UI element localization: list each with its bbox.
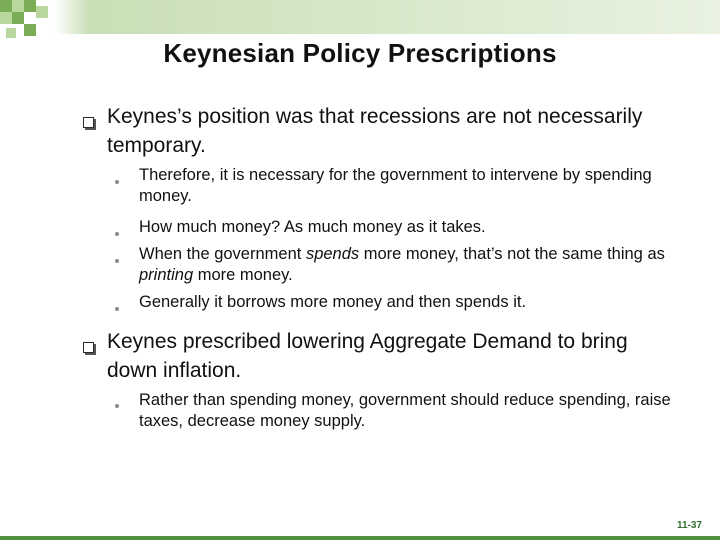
emphasis-printing: printing	[139, 266, 194, 284]
decor-square	[6, 28, 16, 38]
decor-square	[24, 24, 36, 36]
sub-bullet-1-2: How much money? As much money as it takes.	[139, 218, 486, 236]
sub-bullet-text: more money, that’s not the same thing as	[359, 245, 665, 263]
decor-square	[0, 12, 12, 24]
sub-bullet-2-1: Rather than spending money, government should reduce spending, raise taxes, decrease money supply.	[139, 391, 671, 430]
emphasis-spends: spends	[305, 245, 360, 263]
sub-bullet-dot-icon	[115, 307, 119, 311]
main-bullet-1: Keynes’s position was that recessions are not necessarily temporary.	[107, 105, 643, 157]
page-number: 11-37	[676, 520, 702, 531]
sub-bullet-1-1: Therefore, it is necessary for the government to intervene by spending money.	[139, 166, 652, 205]
sub-bullet-1-3	[139, 244, 684, 286]
main-bullet-2: Keynes prescribed lowering Aggregate Demand to bring down inflation.	[107, 330, 628, 382]
decor-square	[12, 0, 24, 12]
sub-bullet-text: When the government	[139, 245, 306, 263]
footer-rule	[0, 536, 720, 540]
header-band	[0, 0, 720, 34]
checkbox-bullet-icon	[83, 117, 94, 128]
sub-bullet-dot-icon	[115, 232, 119, 236]
sub-bullet-1-4: Generally it borrows more money and then spends it.	[139, 293, 527, 311]
sub-bullet-text: more money.	[193, 266, 293, 284]
decor-square	[12, 12, 24, 24]
checkbox-bullet-icon	[83, 342, 94, 353]
decor-square	[24, 0, 36, 12]
decor-square	[36, 6, 48, 18]
sub-bullet-dot-icon	[115, 259, 119, 263]
decor-square	[0, 0, 12, 12]
sub-bullet-dot-icon	[115, 404, 119, 408]
slide-title: Keynesian Policy Prescriptions	[163, 38, 557, 68]
sub-bullet-dot-icon	[115, 180, 119, 184]
